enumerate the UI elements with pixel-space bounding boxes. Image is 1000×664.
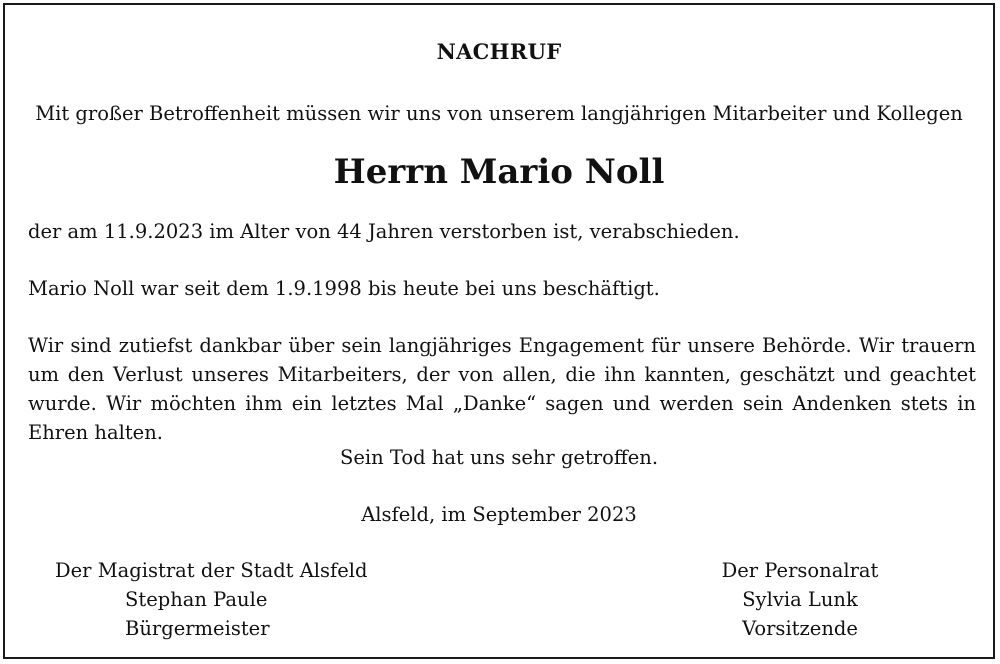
signature-right bbox=[695, 556, 905, 643]
signature-left-person: Stephan Paule bbox=[125, 588, 268, 611]
gratitude-paragraph: Wir sind zutiefst dankbar über sein langjähriges Engagement für unsere Behörde. Wir trauern um den Verlust unseres Mitarbeiters, der von allen, die ihn kannten, geschätzt und geachtet wurde. Wir möchten ihm ein letztes Mal „Danke“ sagen und werden sein Andenken stets in Ehren halten. bbox=[28, 334, 976, 444]
closing-line: Sein Tod hat uns sehr getroffen. bbox=[339, 446, 659, 469]
signature-left bbox=[55, 556, 375, 643]
obituary-notice bbox=[3, 3, 995, 659]
signature-right-person: Sylvia Lunk bbox=[742, 588, 858, 611]
signature-right-organization: Der Personalrat bbox=[721, 559, 879, 582]
intro-text: Mit großer Betroffenheit müssen wir uns von unserem langjährigen Mitarbeiter und Kollegen bbox=[35, 102, 963, 125]
notice-heading: NACHRUF bbox=[436, 39, 562, 64]
signature-left-organization: Der Magistrat der Stadt Alsfeld bbox=[55, 559, 368, 582]
deceased-name: Herrn Mario Noll bbox=[333, 152, 665, 192]
signature-right-role: Vorsitzende bbox=[742, 617, 858, 640]
death-date-paragraph: der am 11.9.2023 im Alter von 44 Jahren verstorben ist, verabschieden. bbox=[28, 220, 740, 243]
place-date-line: Alsfeld, im September 2023 bbox=[361, 503, 637, 526]
signature-left-role: Bürgermeister bbox=[125, 617, 270, 640]
employment-paragraph: Mario Noll war seit dem 1.9.1998 bis heute bei uns beschäftigt. bbox=[28, 277, 660, 300]
